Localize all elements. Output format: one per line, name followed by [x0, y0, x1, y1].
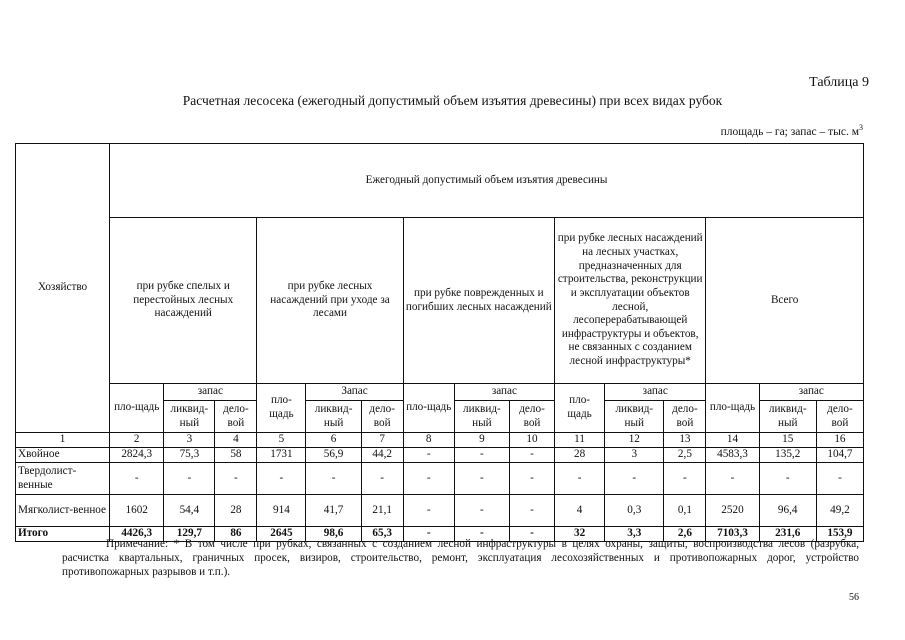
table-cell: 28 [555, 448, 605, 463]
header-farm: Хозяйство [16, 144, 110, 433]
table-cell: - [403, 448, 454, 463]
table-cell: - [306, 463, 361, 495]
header-business: дело-вой [215, 401, 257, 433]
header-business: дело-вой [361, 401, 403, 433]
total-cell: 231,6 [759, 527, 816, 542]
table-cell: 0,3 [605, 495, 664, 527]
header-group-total: Всего [706, 218, 864, 384]
table-cell: 2824,3 [110, 448, 164, 463]
table-cell: - [215, 463, 257, 495]
column-number: 5 [257, 433, 306, 448]
header-liquid: ликвид-ный [306, 401, 361, 433]
header-area: пло-щадь [257, 384, 306, 433]
total-cell: 2645 [257, 527, 306, 542]
table-cell: 104,7 [816, 448, 863, 463]
total-cell: - [510, 527, 555, 542]
header-business: дело-вой [664, 401, 706, 433]
table-cell: 0,1 [664, 495, 706, 527]
table-cell: - [454, 495, 509, 527]
table-label: Таблица 9 [809, 75, 869, 90]
table-cell: 28 [215, 495, 257, 527]
table-cell: 54,4 [164, 495, 215, 527]
total-cell: 32 [555, 527, 605, 542]
total-cell: 98,6 [306, 527, 361, 542]
total-cell: 7103,3 [706, 527, 759, 542]
total-cell: 2,6 [664, 527, 706, 542]
table-row [16, 448, 864, 463]
table-cell: 1731 [257, 448, 306, 463]
table-cell: 58 [215, 448, 257, 463]
column-number: 1 [16, 433, 110, 448]
row-label: Мягколист-венное [16, 495, 110, 527]
column-number: 15 [759, 433, 816, 448]
header-liquid: ликвид-ный [759, 401, 816, 433]
table-cell: 3 [605, 448, 664, 463]
total-cell: 65,3 [361, 527, 403, 542]
table-cell: - [605, 463, 664, 495]
total-cell: 86 [215, 527, 257, 542]
header-liquid: ликвид-ный [454, 401, 509, 433]
header-stock: запас [164, 384, 257, 401]
header-top: Ежегодный допустимый объем изъятия древесины [110, 144, 864, 218]
table-cell: 56,9 [306, 448, 361, 463]
header-group-mature: при рубке спелых и перестойных лесных насаждений [110, 218, 257, 384]
column-number: 7 [361, 433, 403, 448]
page-number: 56 [849, 592, 859, 603]
header-area: пло-щадь [555, 384, 605, 433]
header-liquid: ликвид-ный [164, 401, 215, 433]
table-cell: 1602 [110, 495, 164, 527]
column-number: 14 [706, 433, 759, 448]
table-cell: 44,2 [361, 448, 403, 463]
table-cell: - [361, 463, 403, 495]
total-cell: 129,7 [164, 527, 215, 542]
header-group-construction: при рубке лесных насаждений на лесных участках, предназначенных для строительства, реконструкции и эксплуатации объектов лесной, лесоперерабатывающей инфраструктуры и объектов, не связанных с созданием лесной инфраструктуры* [555, 218, 706, 384]
total-cell: 153,9 [816, 527, 863, 542]
column-number: 6 [306, 433, 361, 448]
table-cell: - [454, 448, 509, 463]
column-number: 10 [510, 433, 555, 448]
table-cell: 49,2 [816, 495, 863, 527]
table-cell: 914 [257, 495, 306, 527]
table-cell: - [403, 495, 454, 527]
column-number: 16 [816, 433, 863, 448]
column-number: 12 [605, 433, 664, 448]
page-title: Расчетная лесосека (ежегодный допустимый объем изъятия древесины) при всех видах рубок [182, 93, 723, 108]
table-cell: - [164, 463, 215, 495]
units-superscript: 3 [859, 123, 863, 132]
column-number: 11 [555, 433, 605, 448]
table-cell: 96,4 [759, 495, 816, 527]
total-cell: - [454, 527, 509, 542]
column-number-row [16, 433, 864, 448]
header-liquid: ликвид-ный [605, 401, 664, 433]
header-business: дело-вой [816, 401, 863, 433]
header-stock: запас [605, 384, 706, 401]
total-cell: - [403, 527, 454, 542]
header-stock: запас [759, 384, 863, 401]
column-number: 2 [110, 433, 164, 448]
table-cell: 41,7 [306, 495, 361, 527]
column-number: 4 [215, 433, 257, 448]
header-group-thinning: при рубке лесных насаждений при уходе за лесами [257, 218, 403, 384]
header-area: пло-щадь [706, 384, 759, 433]
header-business: дело-вой [510, 401, 555, 433]
header-stock: Запас [306, 384, 403, 401]
table-cell: - [257, 463, 306, 495]
table-cell: - [510, 448, 555, 463]
table-cell: - [403, 463, 454, 495]
table-cell: 4 [555, 495, 605, 527]
table-cell: - [759, 463, 816, 495]
footnote: Примечание: * В том числе при рубках, связанных с созданием лесной инфраструктуры в целях охраны, защиты, воспроизводства лесов (разрубка, расчистка квартальных, граничных просек, визиров, строительство, ремонт, эксплуатация лесохозяйственных и противопожарных дорог, устройство противопожарных разрывов и т.п.). [62, 538, 859, 578]
column-number: 8 [403, 433, 454, 448]
table-cell: 135,2 [759, 448, 816, 463]
header-area: пло-щадь [110, 384, 164, 433]
table-cell: 2520 [706, 495, 759, 527]
row-label: Хвойное [16, 448, 110, 463]
table-cell: 75,3 [164, 448, 215, 463]
harvest-table [15, 143, 864, 542]
column-number: 3 [164, 433, 215, 448]
units-note [721, 123, 863, 138]
table-row [16, 495, 864, 527]
header-area: пло-щадь [403, 384, 454, 433]
row-label: Твердолист-венные [16, 463, 110, 495]
units-text: площадь – га; запас – тыс. м [720, 125, 859, 138]
total-label: Итого [16, 527, 110, 542]
table-cell: - [664, 463, 706, 495]
column-number: 13 [664, 433, 706, 448]
table-cell: - [555, 463, 605, 495]
table-cell: 2,5 [664, 448, 706, 463]
header-stock: запас [454, 384, 554, 401]
table-cell: - [454, 463, 509, 495]
total-cell: 3,3 [605, 527, 664, 542]
table-cell: - [110, 463, 164, 495]
table-cell: - [510, 463, 555, 495]
table-cell: - [510, 495, 555, 527]
header-group-damaged: при рубке поврежденных и погибших лесных насаждений [403, 218, 554, 384]
table-cell: 4583,3 [706, 448, 759, 463]
column-number: 9 [454, 433, 509, 448]
table-cell: - [816, 463, 863, 495]
table-cell: 21,1 [361, 495, 403, 527]
table-row [16, 463, 864, 495]
table-cell: - [706, 463, 759, 495]
total-cell: 4426,3 [110, 527, 164, 542]
